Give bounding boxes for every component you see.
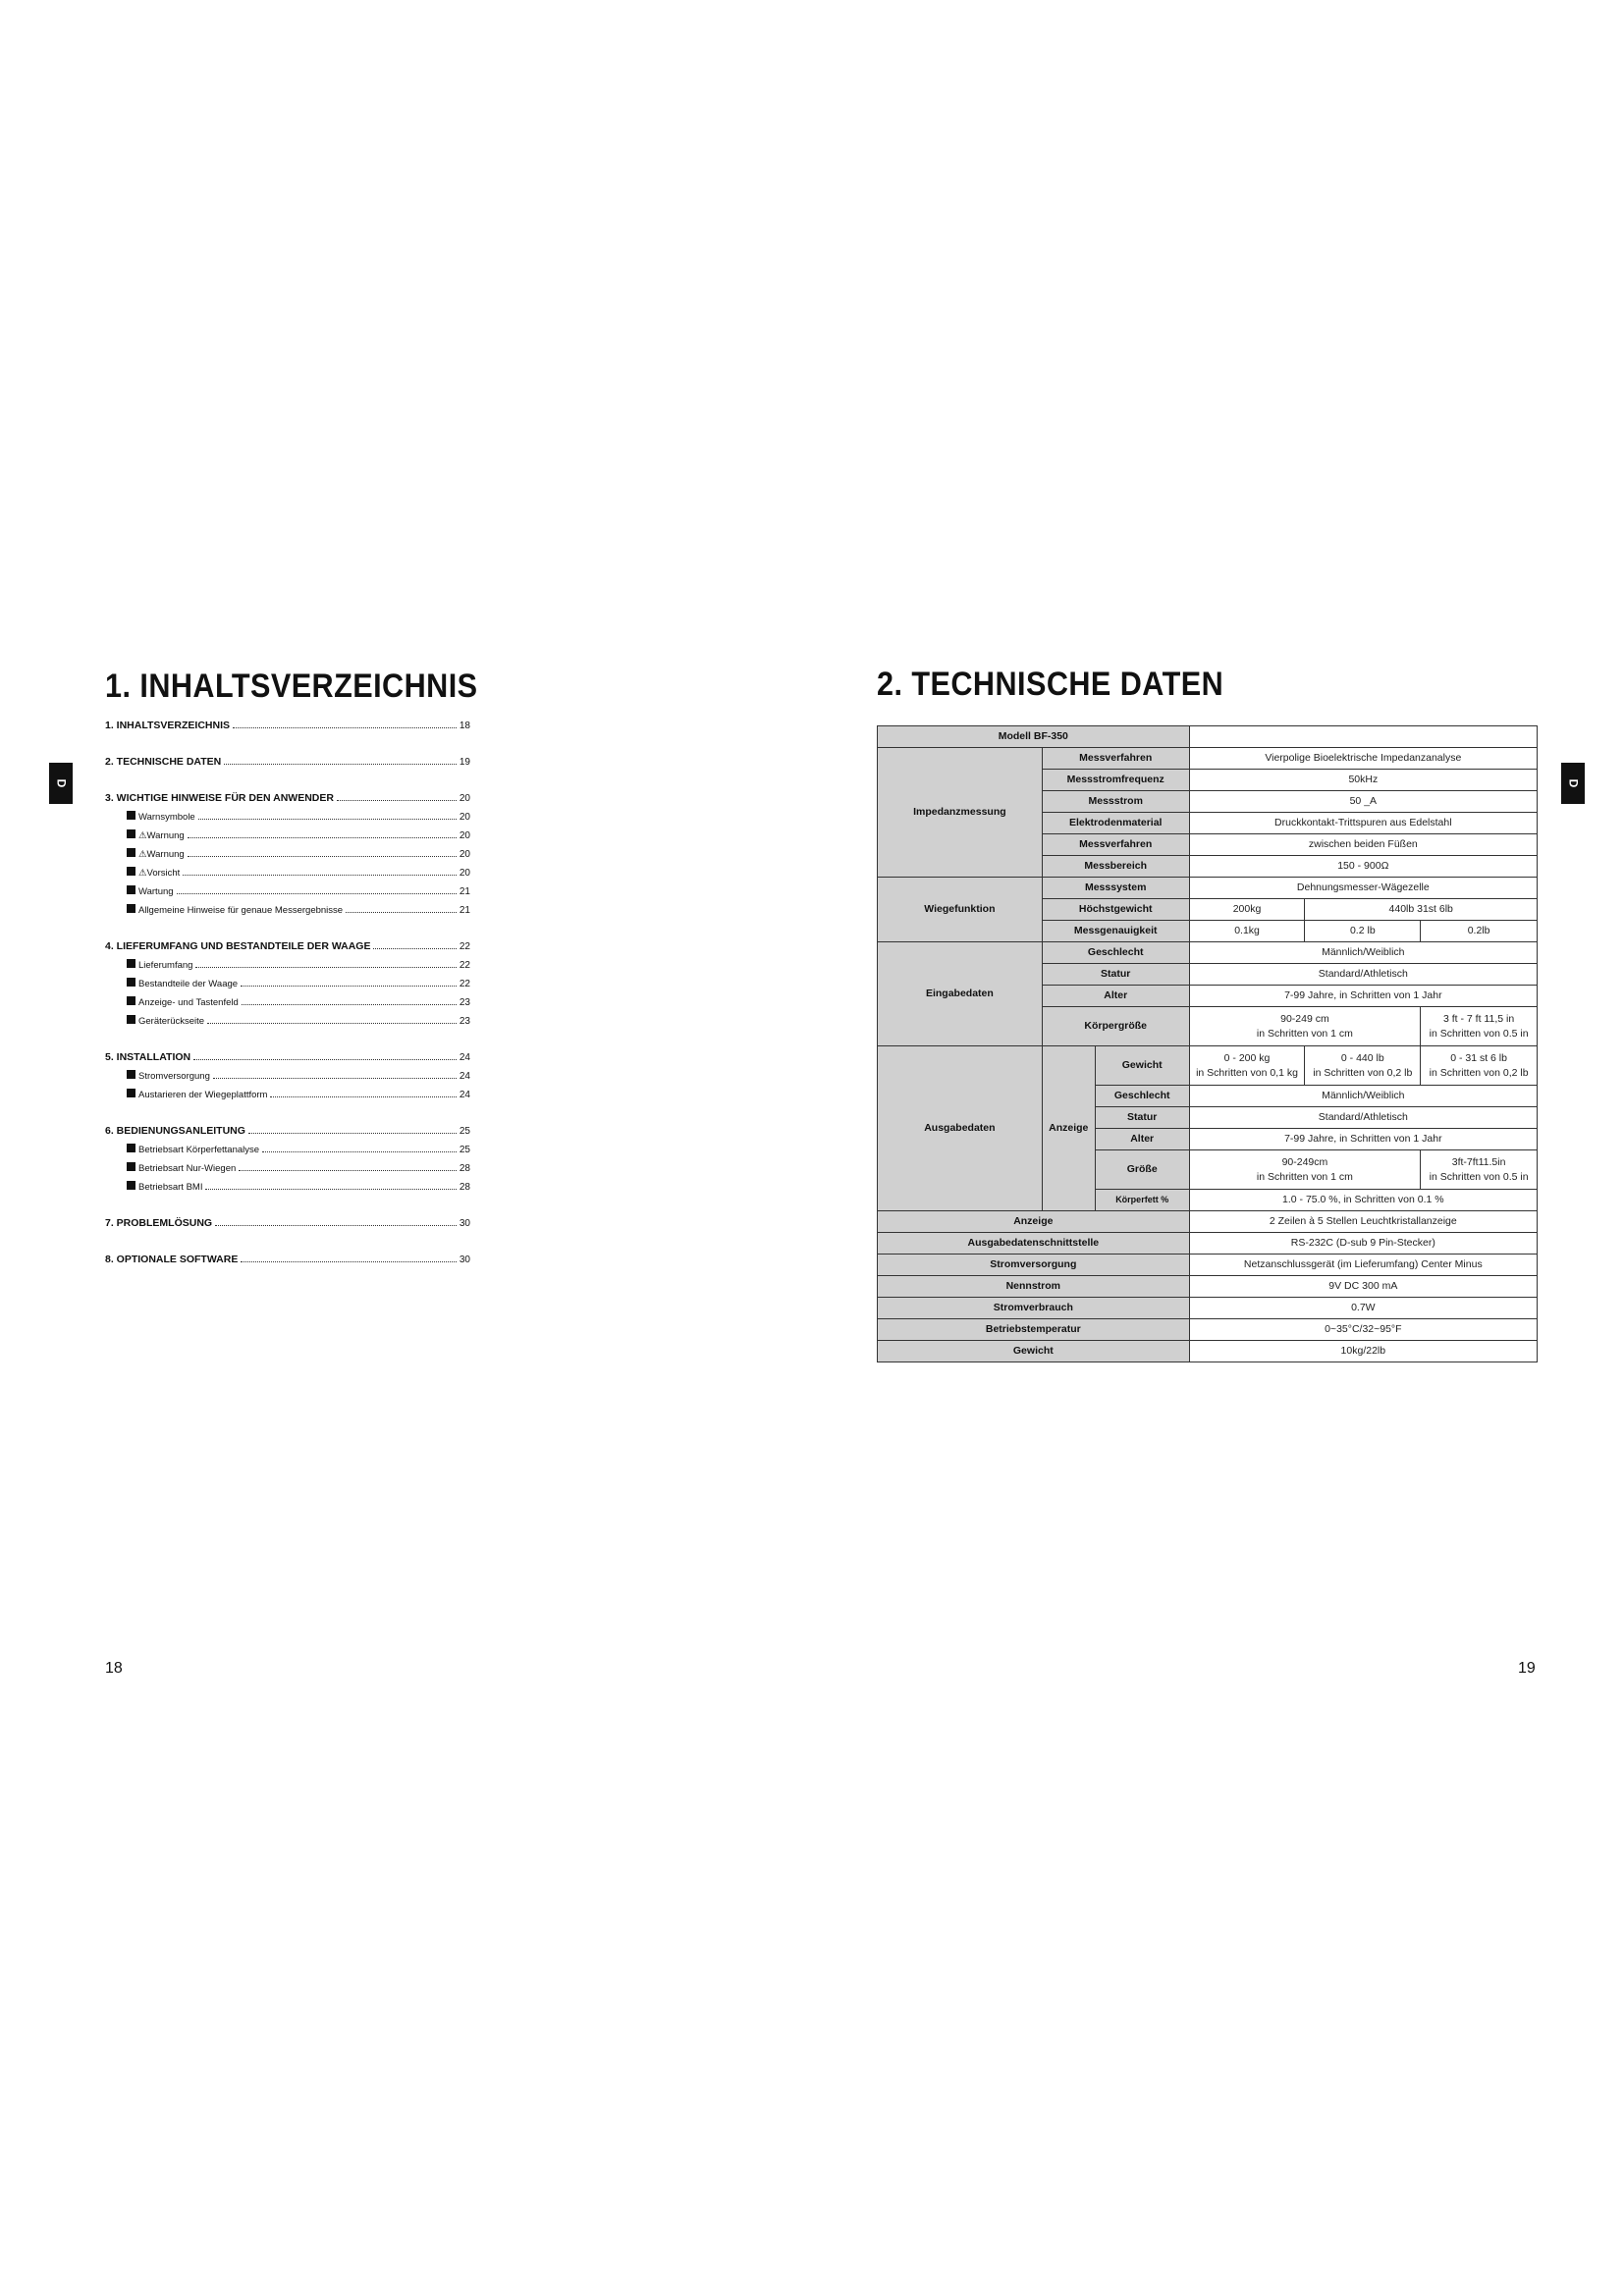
row-value: Druckkontakt-Trittspuren aus Edelstahl	[1189, 813, 1537, 834]
toc-entry-page: 24	[459, 1052, 470, 1063]
row-label: Statur	[1095, 1107, 1189, 1129]
toc-entry-label: Anzeige- und Tastenfeld	[138, 997, 239, 1008]
toc-entry[interactable]	[105, 1015, 470, 1034]
row-label: Ausgabedatenschnittstelle	[878, 1233, 1190, 1255]
language-tab-left: D	[49, 763, 73, 804]
toc-entry-page: 23	[459, 997, 470, 1008]
toc-entry-page: 20	[459, 812, 470, 823]
row-value: 150 - 900Ω	[1189, 856, 1537, 878]
toc-spacer	[105, 1200, 470, 1217]
toc-leader-dots	[241, 1261, 457, 1262]
toc-entry-page: 30	[459, 1218, 470, 1229]
bullet-square-icon	[127, 1070, 135, 1079]
toc-spacer	[105, 738, 470, 756]
row-value: 440lb 31st 6lb	[1305, 899, 1538, 921]
row-label: Alter	[1042, 986, 1189, 1007]
bullet-square-icon	[127, 848, 135, 857]
row-value: 3 ft - 7 ft 11,5 in in Schritten von 0.5 in	[1421, 1007, 1538, 1046]
row-label: Gewicht	[1095, 1046, 1189, 1086]
toc-entry-label: 1. INHALTSVERZEICHNIS	[105, 720, 230, 731]
toc-leader-dots	[241, 986, 457, 987]
toc-entry-label: Lieferumfang	[138, 960, 193, 971]
table-row	[878, 726, 1538, 748]
bullet-square-icon	[127, 1162, 135, 1171]
row-label: Messsystem	[1042, 878, 1189, 899]
toc-entry-page: 20	[459, 830, 470, 841]
row-value: 0 - 440 lb in Schritten von 0,2 lb	[1305, 1046, 1421, 1086]
toc-leader-dots	[270, 1096, 456, 1097]
toc-leader-dots	[215, 1225, 457, 1226]
toc-entry[interactable]	[105, 1125, 470, 1144]
row-value: 50 _A	[1189, 791, 1537, 813]
toc-entry-page: 18	[459, 721, 470, 731]
toc-entry[interactable]	[105, 792, 470, 811]
toc-entry-label: Austarieren der Wiegeplattform	[138, 1090, 268, 1100]
toc-entry-label: Allgemeine Hinweise für genaue Messergebnisse	[138, 905, 344, 916]
group-eingabe: Eingabedaten	[878, 942, 1043, 1046]
bullet-square-icon	[127, 811, 135, 820]
language-tab-right: D	[1561, 763, 1585, 804]
toc-entry[interactable]	[105, 1089, 470, 1107]
toc-entry-page: 22	[459, 960, 470, 971]
row-value: 50kHz	[1189, 770, 1537, 791]
bullet-square-icon	[127, 959, 135, 968]
row-value: Standard/Athletisch	[1189, 1107, 1537, 1129]
toc-entry-label: ⚠Vorsicht	[138, 868, 181, 879]
row-value: 0 - 31 st 6 lb in Schritten von 0,2 lb	[1421, 1046, 1538, 1086]
bullet-square-icon	[127, 1015, 135, 1024]
toc-entry-page: 24	[459, 1090, 470, 1100]
row-label: Gewicht	[878, 1341, 1190, 1362]
row-value: 7-99 Jahre, in Schritten von 1 Jahr	[1189, 1129, 1537, 1150]
table-row	[878, 1233, 1538, 1255]
row-label: Geschlecht	[1042, 942, 1189, 964]
toc-entry[interactable]	[105, 885, 470, 904]
toc-entry-label: ⚠Warnung	[138, 830, 185, 841]
toc-leader-dots	[233, 727, 457, 728]
toc-entry[interactable]	[105, 848, 470, 867]
toc-entry[interactable]	[105, 1144, 470, 1162]
toc-entry-label: 2. TECHNISCHE DATEN	[105, 756, 222, 768]
toc-leader-dots	[188, 856, 457, 857]
row-value: 90-249 cm in Schritten von 1 cm	[1189, 1007, 1421, 1046]
toc-entry-label: Betriebsart Körperfettanalyse	[138, 1145, 260, 1155]
toc-spacer	[105, 1107, 470, 1125]
row-label: Höchstgewicht	[1042, 899, 1189, 921]
toc-entry-page: 21	[459, 886, 470, 897]
row-label: Messstromfrequenz	[1042, 770, 1189, 791]
toc-entry[interactable]	[105, 1181, 470, 1200]
table-row	[878, 1211, 1538, 1233]
bullet-square-icon	[127, 885, 135, 894]
row-value: 7-99 Jahre, in Schritten von 1 Jahr	[1189, 986, 1537, 1007]
table-row	[878, 1319, 1538, 1341]
toc-entry[interactable]	[105, 1070, 470, 1089]
row-label: Messverfahren	[1042, 748, 1189, 770]
row-label: Alter	[1095, 1129, 1189, 1150]
page-number-right: 19	[1518, 1660, 1536, 1677]
toc-entry[interactable]	[105, 959, 470, 978]
toc-leader-dots	[337, 800, 457, 801]
toc-entry-page: 28	[459, 1163, 470, 1174]
toc-entry-label: Betriebsart Nur-Wiegen	[138, 1163, 237, 1174]
table-of-contents	[105, 720, 470, 1272]
row-value: 0.2 lb	[1305, 921, 1421, 942]
toc-entry-label: 7. PROBLEMLÖSUNG	[105, 1217, 213, 1229]
toc-entry-label: 8. OPTIONALE SOFTWARE	[105, 1254, 239, 1265]
row-value: 0.2lb	[1421, 921, 1538, 942]
row-value: RS-232C (D-sub 9 Pin-Stecker)	[1189, 1233, 1537, 1255]
toc-entry[interactable]	[105, 1162, 470, 1181]
toc-entry[interactable]	[105, 811, 470, 829]
row-value: 0.7W	[1189, 1298, 1537, 1319]
row-label: Größe	[1095, 1150, 1189, 1190]
toc-spacer	[105, 1236, 470, 1254]
toc-entry-page: 20	[459, 868, 470, 879]
toc-entry-page: 23	[459, 1016, 470, 1027]
toc-entry-label: ⚠Warnung	[138, 849, 185, 860]
row-value: Dehnungsmesser-Wägezelle	[1189, 878, 1537, 899]
row-label: Betriebstemperatur	[878, 1319, 1190, 1341]
row-label: Messgenauigkeit	[1042, 921, 1189, 942]
toc-entry-page: 25	[459, 1126, 470, 1137]
toc-entry-label: Bestandteile der Waage	[138, 979, 239, 989]
toc-leader-dots	[262, 1151, 457, 1152]
bullet-square-icon	[127, 996, 135, 1005]
group-ausgabe: Ausgabedaten	[878, 1046, 1043, 1211]
page-title-toc: 1. INHALTSVERZEICHNIS	[105, 667, 478, 705]
toc-leader-dots	[205, 1189, 456, 1190]
toc-entry-label: Wartung	[138, 886, 174, 897]
toc-leader-dots	[177, 893, 457, 894]
bullet-square-icon	[127, 829, 135, 838]
toc-leader-dots	[207, 1023, 457, 1024]
toc-entry-label: Stromversorgung	[138, 1071, 210, 1082]
row-value: Netzanschlussgerät (im Lieferumfang) Center Minus	[1189, 1255, 1537, 1276]
toc-entry[interactable]	[105, 904, 470, 923]
toc-entry-page: 22	[459, 979, 470, 989]
toc-entry[interactable]	[105, 940, 470, 959]
toc-leader-dots	[193, 1059, 457, 1060]
row-value: zwischen beiden Füßen	[1189, 834, 1537, 856]
toc-entry-label: Geräterückseite	[138, 1016, 205, 1027]
page-title-specs: 2. TECHNISCHE DATEN	[877, 666, 1224, 703]
bullet-square-icon	[127, 978, 135, 987]
bullet-square-icon	[127, 1181, 135, 1190]
bullet-square-icon	[127, 1089, 135, 1097]
toc-entry[interactable]	[105, 1217, 470, 1236]
toc-leader-dots	[239, 1170, 457, 1171]
row-label: Statur	[1042, 964, 1189, 986]
toc-entry-page: 25	[459, 1145, 470, 1155]
toc-entry-page: 21	[459, 905, 470, 916]
bullet-square-icon	[127, 904, 135, 913]
bullet-square-icon	[127, 867, 135, 876]
row-value: 0~35°C/32~95°F	[1189, 1319, 1537, 1341]
toc-entry-page: 30	[459, 1255, 470, 1265]
toc-entry-label: 3. WICHTIGE HINWEISE FÜR DEN ANWENDER	[105, 792, 334, 804]
toc-leader-dots	[183, 875, 457, 876]
table-row	[878, 1276, 1538, 1298]
toc-entry[interactable]	[105, 1254, 470, 1272]
row-value: 0.1kg	[1189, 921, 1305, 942]
row-label: Nennstrom	[878, 1276, 1190, 1298]
table-row	[878, 748, 1538, 770]
row-label: Anzeige	[878, 1211, 1190, 1233]
model-label: Modell BF-350	[878, 726, 1190, 748]
toc-entry-page: 19	[459, 757, 470, 768]
toc-entry-label: 4. LIEFERUMFANG UND BESTANDTEILE DER WAAGE	[105, 940, 371, 952]
row-label: Messverfahren	[1042, 834, 1189, 856]
toc-entry-label: Betriebsart BMI	[138, 1182, 203, 1193]
table-row	[878, 1046, 1538, 1086]
toc-entry[interactable]	[105, 1051, 470, 1070]
group-wiege: Wiegefunktion	[878, 878, 1043, 942]
toc-leader-dots	[242, 1004, 457, 1005]
toc-entry[interactable]	[105, 756, 470, 774]
toc-spacer	[105, 1034, 470, 1051]
row-value: 2 Zeilen à 5 Stellen Leuchtkristallanzeige	[1189, 1211, 1537, 1233]
toc-entry[interactable]	[105, 978, 470, 996]
toc-entry[interactable]	[105, 720, 470, 738]
toc-entry-label: 6. BEDIENUNGSANLEITUNG	[105, 1125, 245, 1137]
row-label: Stromversorgung	[878, 1255, 1190, 1276]
toc-entry[interactable]	[105, 829, 470, 848]
row-value: 3ft-7ft11.5in in Schritten von 0.5 in	[1421, 1150, 1538, 1190]
page-number-left: 18	[105, 1660, 123, 1677]
toc-leader-dots	[188, 837, 457, 838]
toc-entry[interactable]	[105, 996, 470, 1015]
row-value: 9V DC 300 mA	[1189, 1276, 1537, 1298]
toc-leader-dots	[248, 1133, 457, 1134]
table-row	[878, 1341, 1538, 1362]
table-row	[878, 1298, 1538, 1319]
table-row	[878, 1255, 1538, 1276]
toc-entry-page: 20	[459, 849, 470, 860]
row-value: 200kg	[1189, 899, 1305, 921]
row-value: Männlich/Weiblich	[1189, 942, 1537, 964]
row-label: Geschlecht	[1095, 1086, 1189, 1107]
toc-leader-dots	[373, 948, 456, 949]
toc-entry[interactable]	[105, 867, 470, 885]
toc-spacer	[105, 774, 470, 792]
toc-leader-dots	[195, 967, 456, 968]
table-row	[878, 878, 1538, 899]
toc-leader-dots	[198, 819, 457, 820]
toc-leader-dots	[224, 764, 457, 765]
row-value: 90-249cm in Schritten von 1 cm	[1189, 1150, 1421, 1190]
toc-entry-label: 5. INSTALLATION	[105, 1051, 191, 1063]
row-value: Vierpolige Bioelektrische Impedanzanalyse	[1189, 748, 1537, 770]
row-label: Messbereich	[1042, 856, 1189, 878]
toc-spacer	[105, 923, 470, 940]
group-impedanz: Impedanzmessung	[878, 748, 1043, 878]
row-label: Körperfett %	[1095, 1190, 1189, 1211]
row-value: 0 - 200 kg in Schritten von 0,1 kg	[1189, 1046, 1305, 1086]
toc-leader-dots	[346, 912, 457, 913]
row-value: Standard/Athletisch	[1189, 964, 1537, 986]
row-label: Messstrom	[1042, 791, 1189, 813]
bullet-square-icon	[127, 1144, 135, 1152]
toc-entry-page: 22	[459, 941, 470, 952]
toc-entry-page: 24	[459, 1071, 470, 1082]
specifications-table	[877, 725, 1538, 1362]
row-value: 10kg/22lb	[1189, 1341, 1537, 1362]
row-label: Körpergröße	[1042, 1007, 1189, 1046]
table-row	[878, 942, 1538, 964]
row-label: Stromverbrauch	[878, 1298, 1190, 1319]
toc-leader-dots	[213, 1078, 457, 1079]
group-anzeige: Anzeige	[1042, 1046, 1095, 1211]
row-value: Männlich/Weiblich	[1189, 1086, 1537, 1107]
toc-entry-page: 28	[459, 1182, 470, 1193]
row-label: Elektrodenmaterial	[1042, 813, 1189, 834]
toc-entry-label: Warnsymbole	[138, 812, 195, 823]
row-value: 1.0 - 75.0 %, in Schritten von 0.1 %	[1189, 1190, 1537, 1211]
toc-entry-page: 20	[459, 793, 470, 804]
